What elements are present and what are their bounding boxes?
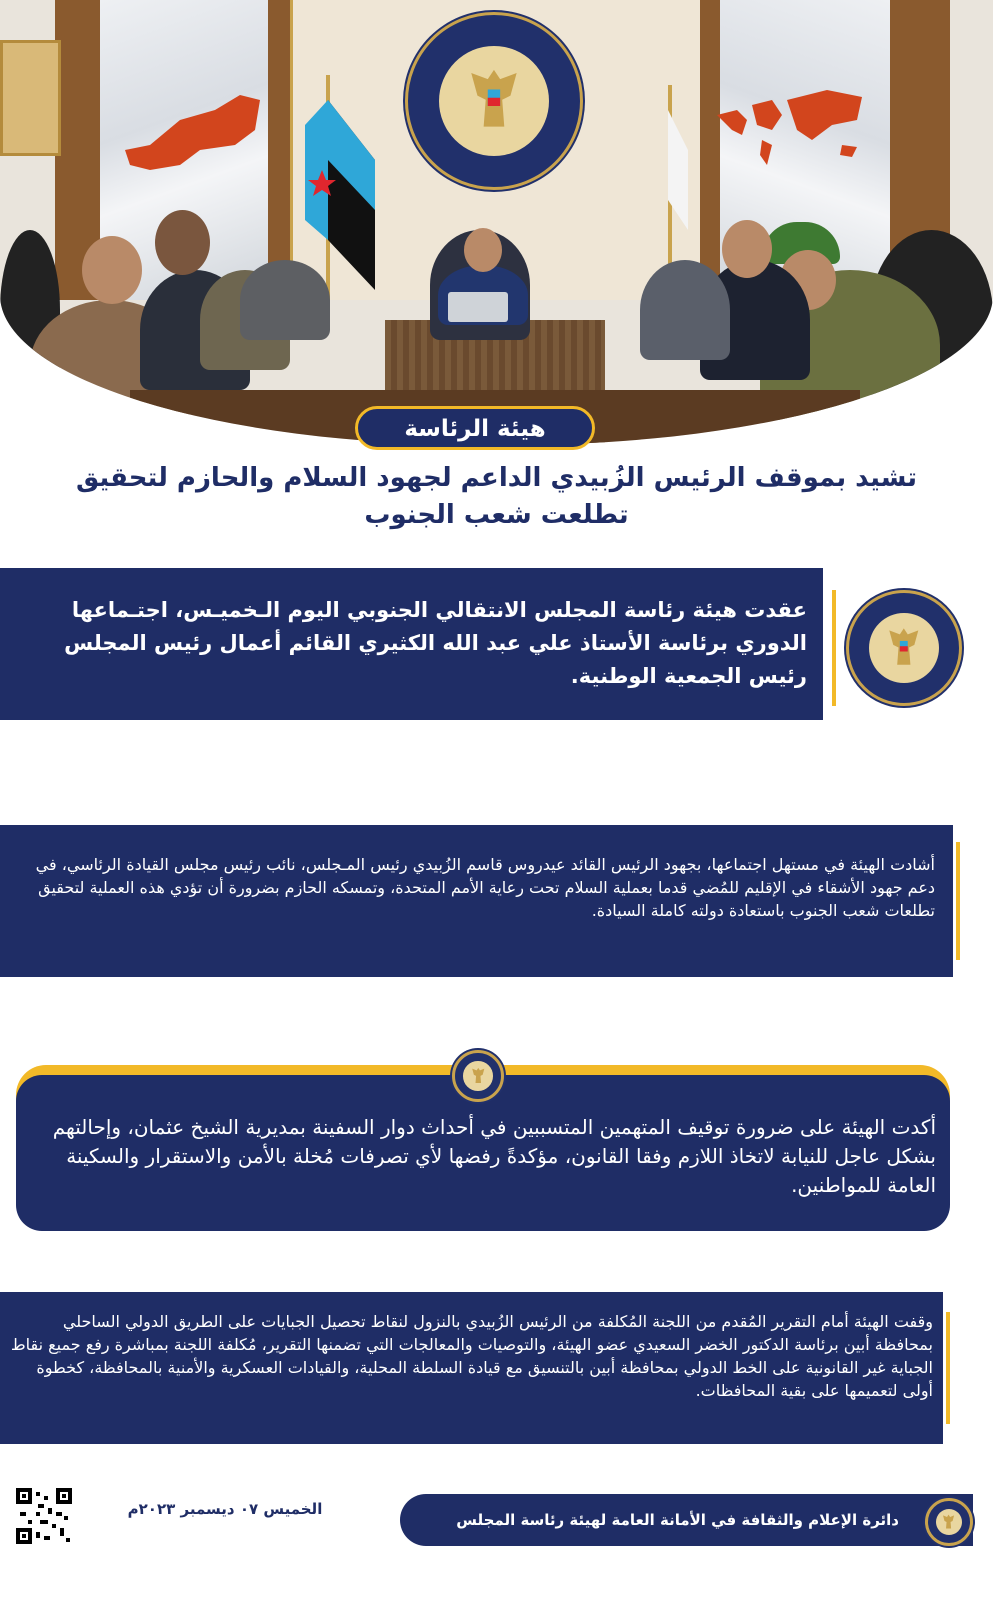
council-logo-small: [452, 1050, 504, 1102]
attendee-head: [82, 236, 142, 304]
laptop: [448, 292, 508, 322]
department-name: دائرة الإعلام والثقافة في الأمانة العامة لهيئة رئاسة المجلس الانتقالي الجنوبي: [456, 1511, 899, 1581]
south-flag-icon: [300, 100, 380, 290]
attendee-head: [155, 210, 210, 275]
accent-line: [832, 590, 836, 706]
council-logo-footer: [925, 1498, 973, 1546]
section-badge: هيئة الرئاسة: [355, 406, 595, 450]
attendee-head: [722, 220, 772, 278]
paragraph-block-4: [0, 1292, 943, 1444]
headline: تشيد بموقف الرئيس الزُبيدي الداعم لجهود السلام والحازم لتحقيق تطلعت شعب الجنوب: [75, 463, 918, 530]
eagle-icon: [463, 63, 525, 139]
eagle-icon: [884, 624, 924, 672]
publish-date: الخميس ٠٧ ديسمبر ٢٠٢٣م: [127, 1500, 323, 1518]
world-map-icon: [712, 85, 872, 175]
paragraph-text: أشادت الهيئة في مستهل اجتماعها، بجهود الرئيس القائد عيدروس قاسم الزُبيدي رئيس المـجلس، نائب رئيس مجلس القيادة الرئاسي، في دعم جهود الأشقاء في الإقليم للمُضي قدما بعملية السلام تحت رعاية الأمم المتحدة، وتمسكه الحازم بضرورة أن تؤدي هذه العملية لتحقيق تطلعات شعب الجنوب باستعادة دولته كاملة السيادة.: [35, 855, 935, 920]
council-logo: [846, 590, 962, 706]
qr-code-icon: [16, 1488, 72, 1544]
south-map-icon: [120, 90, 265, 175]
paragraph-block-1: [0, 568, 823, 720]
trophy-shelf: [0, 40, 61, 156]
council-emblem: [405, 12, 583, 190]
paragraph-block-2: [0, 825, 953, 977]
wall-wood-panel: [268, 0, 290, 300]
council-flag-icon: [648, 110, 693, 230]
attendee-head: [464, 228, 502, 272]
footer-bar: [400, 1494, 973, 1581]
paragraph-text: عقدت هيئة رئاسة المجلس الانتقالي الجنوبي اليوم الـخميـس، اجتـماعها الدوري برئاسة الأستاذ علي عبد الله الكثيري القائم أعمال رئيس المجلس رئيس الجمعية الوطنية.: [64, 598, 807, 688]
attendee: [640, 260, 730, 360]
meeting-photo: [0, 0, 993, 445]
accent-line: [946, 1312, 950, 1424]
attendee: [240, 260, 330, 340]
accent-line: [956, 842, 960, 960]
eagle-icon: [941, 1513, 956, 1531]
eagle-icon: [470, 1066, 487, 1086]
paragraph-text: وقفت الهيئة أمام التقرير المُقدم من اللجنة المُكلفة من الرئيس الزُبيدي بالنزول لنقاط تحصيل الجبايات على الطريق الدولي الساحلي بمحافظة أبين برئاسة الدكتور الخضر السعيدي عضو الهيئة، والتوصيات والمعالجات التي تضمنها التقرير، مُكلفة اللجنة بمباشرة رفع جميع نقاط الجباية غير القانونية على الخط الدولي بمحافظة أبين بالتنسيق مع قيادة السلطة المحلية، والقيادات العسكرية والأمنية بالمحافظة، كخطوة أولى لتعميمها على بقية المحافظات.: [10, 1312, 933, 1400]
paragraph-text: أكدت الهيئة على ضرورة توقيف المتهمين المتسببين في أحداث دوار السفينة بمديرية الشيخ عثمان، وإحالتهم بشكل عاجل للنيابة لاتخاذ اللازم وفقا القانون، مؤكدةً رفضها لأي تصرفات مُخلة بالأمن والاستقرار والسكينة العامة للمواطنين.: [52, 1115, 936, 1197]
